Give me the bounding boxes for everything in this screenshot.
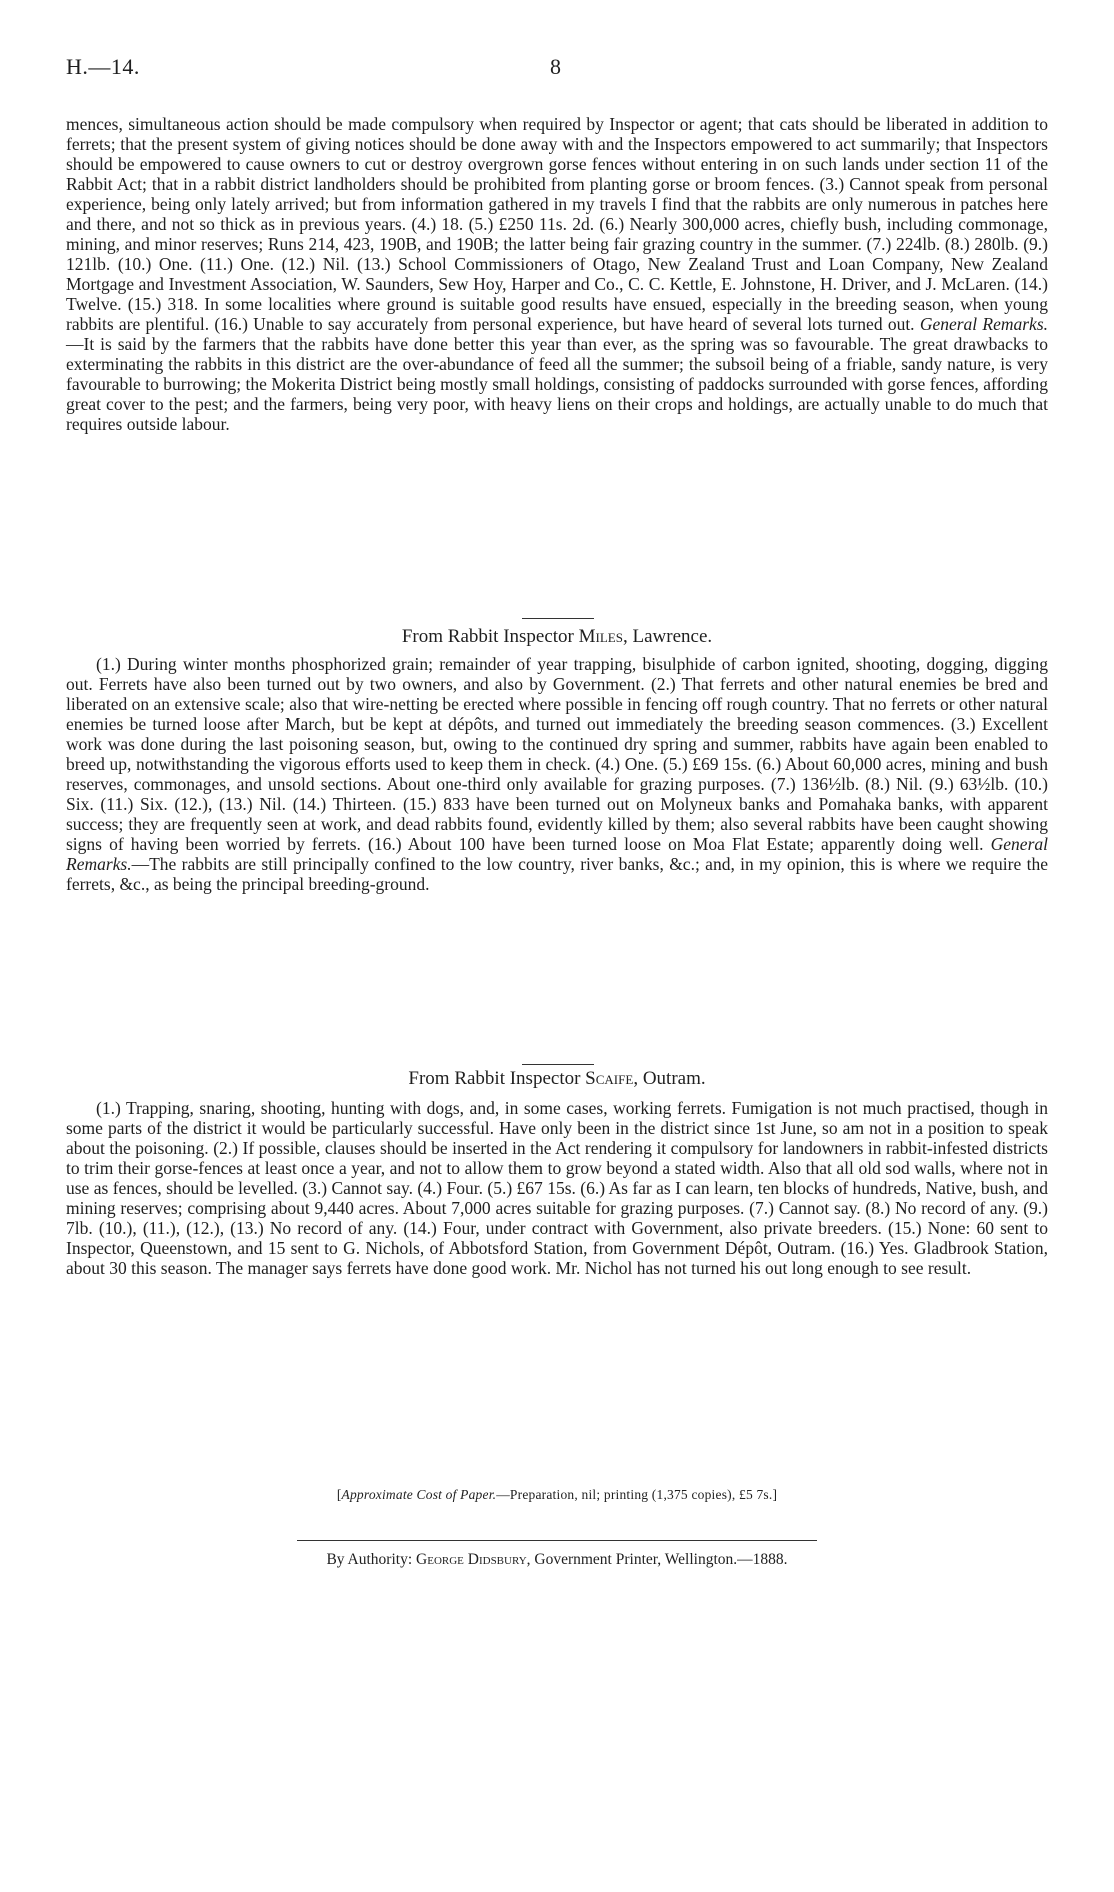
document-reference: H.—14. bbox=[66, 54, 140, 79]
report-text: (1.) During winter months phosphorized grain; remainder of year trapping, bisulphide of carbon ignited, shooting, dogging, digging out. Ferrets have also been turned out by two owners, and also by Government. (2.) That ferrets and other natural enemies be bred and liberated on an extensive scale; also that wire-netting be erected where possible in fencing off rough country. That no ferrets or other natural enemies be turned loose after March, but be kept at dépôts, and turned out immediately the breeding season commences. (3.) Excellent work was done during the last poisoning season, but, owing to the continued dry spring and summer, rabbits have again been enabled to breed up, notwithstanding the vigorous efforts used to keep them in check. (4.) One. (5.) £69 15s. (6.) About 60,000 acres, mining and bush reserves, commonages, and unsold sections. About one-third only available for grazing purposes. (7.) 136½lb. (8.) Nil. (9.) 63½lb. (10.) Six. (11.) Six. (12.), (13.) Nil. (14.) Thirteen. (15.) 833 have been turned out on Molyneux banks and Pomahaka banks, with apparent success; they are frequently seen at work, and dead rabbits found, evidently killed by them; also several rabbits have been caught showing signs of having been worried by ferrets. (16.) About 100 have been turned loose on Moa Flat Estate; apparently doing well. bbox=[66, 654, 1048, 854]
printer-imprint bbox=[66, 1551, 1048, 1569]
page-number: 8 bbox=[550, 54, 562, 79]
imprint-suffix: , Government Printer, Wellington.—1888. bbox=[526, 1551, 788, 1568]
inspector-name: Scaife bbox=[585, 1068, 634, 1089]
heading-location: , Outram. bbox=[633, 1068, 706, 1089]
section-heading-scaife bbox=[66, 1068, 1048, 1090]
section-scaife-report bbox=[66, 1098, 1048, 1278]
cost-label: Approximate Cost of Paper. bbox=[341, 1487, 497, 1502]
general-remarks-text: —The rabbits are still principally confined to the low country, river banks, &c.; and, in my opinion, this is where we require the ferrets, &c., as being the principal breeding-ground. bbox=[66, 854, 1048, 894]
section-divider bbox=[522, 1064, 594, 1065]
heading-location: , Lawrence. bbox=[622, 626, 713, 647]
heading-prefix: From Rabbit Inspector bbox=[408, 1068, 581, 1089]
section-divider bbox=[522, 618, 594, 619]
approximate-cost-note: [Approximate Cost of Paper.—Preparation, nil; printing (1,375 copies), £5 7s.] bbox=[336, 1487, 778, 1502]
report-paragraph bbox=[66, 114, 1048, 434]
inspector-name: Miles bbox=[578, 626, 623, 647]
imprint-prefix: By Authority: bbox=[326, 1551, 413, 1568]
section-heading-miles bbox=[66, 626, 1048, 648]
report-paragraph: (1.) Trapping, snaring, shooting, hunting with dogs, and, in some cases, working ferrets. Fumigation is not much practised, though in some parts of the district it would be particularly successful. Have only been in the district since 1st June, so am not in a position to speak about the poisoning. (2.) If possible, clauses should be inserted in the Act rendering it compulsory for landowners in rabbit-infested districts to trim their gorse-fences at least once a year, and not to allow them to grow beyond a stated width. Also that all old sod walls, where not in use as fences, should be levelled. (3.) Cannot say. (4.) Four. (5.) £67 15s. (6.) As far as I can learn, ten blocks of hundreds, Native, bush, and mining reserves; comprising about 9,440 acres. About 7,000 acres suitable for grazing purposes. (7.) Cannot say. (8.) No record of any. (9.) 7lb. (10.), (11.), (12.), (13.) No record of any. (14.) Four, under contract with Government, also private breeders. (15.) None: 60 sent to Inspector, Queenstown, and 15 sent to G. Nichols, of Abbotsford Station, from Government Dépôt, Outram. (16.) Yes. Gladbrook Station, about 30 this season. The manager says ferrets have done good work. Mr. Nichol has not turned his out long enough to see result. bbox=[66, 1098, 1048, 1278]
printer-name: George Didsbury bbox=[416, 1551, 527, 1568]
report-text: mences, simultaneous action should be made compulsory when required by Inspector or agent; that cats should be liberated in addition to ferrets; that the present system of giving notices should be done away with and the Inspectors empowered to act summarily; that Inspectors should be empowered to cause owners to cut or destroy overgrown gorse fences without entering in on such lands under section 11 of the Rabbit Act; that in a rabbit district landholders should be prohibited from planting gorse or broom fences. (3.) Cannot speak from personal experience, being only lately arrived; but from information gathered in my travels I find that the rabbits are only numerous in patches here and there, and not so thick as in previous years. (4.) 18. (5.) £250 11s. 2d. (6.) Nearly 300,000 acres, chiefly bush, including commonage, mining, and minor reserves; Runs 214, 423, 190B, and 190B; the latter being fair grazing country in the summer. (7.) 224lb. (8.) 280lb. (9.) 121lb. (10.) One. (11.) One. (12.) Nil. (13.) School Commissioners of Otago, New Zealand Trust and Loan Company, New Zealand Mortgage and Investment Association, W. Saunders, Sew Hoy, Harper and Co., C. C. Kettle, E. Johnstone, H. Driver, and J. McLaren. (14.) Twelve. (15.) 318. In some localities where ground is suitable good results have ensued, especially in the breeding season, when young rabbits are plentiful. (16.) Unable to say accurately from personal experience, but have heard of several lots turned out. bbox=[66, 114, 1048, 334]
imprint-divider bbox=[297, 1540, 817, 1541]
general-remarks-text: —It is said by the farmers that the rabbits have done better this year than ever, as the spring was so favourable. The great drawbacks to exterminating the rabbits in this district are the over-abundance of feed all the summer; the subsoil being of a friable, sandy nature, is very favourable to burrowing; the Mokerita District being mostly small holdings, consisting of paddocks surrounded with gorse fences, affording great cover to the pest; and the farmers, being very poor, with heavy liens on their crops and holdings, are actually unable to do much that requires outside labour. bbox=[66, 334, 1048, 434]
section-continued-report bbox=[66, 114, 1048, 434]
general-remarks-label: General Remarks. bbox=[919, 314, 1049, 334]
heading-prefix: From Rabbit Inspector bbox=[401, 626, 574, 647]
general-remarks-label: General Remarks. bbox=[66, 834, 1049, 874]
report-paragraph bbox=[66, 654, 1048, 894]
cost-text: —Preparation, nil; printing (1,375 copies), £5 7s. bbox=[496, 1487, 773, 1502]
section-miles-report bbox=[66, 654, 1048, 894]
page-header bbox=[66, 54, 1050, 88]
